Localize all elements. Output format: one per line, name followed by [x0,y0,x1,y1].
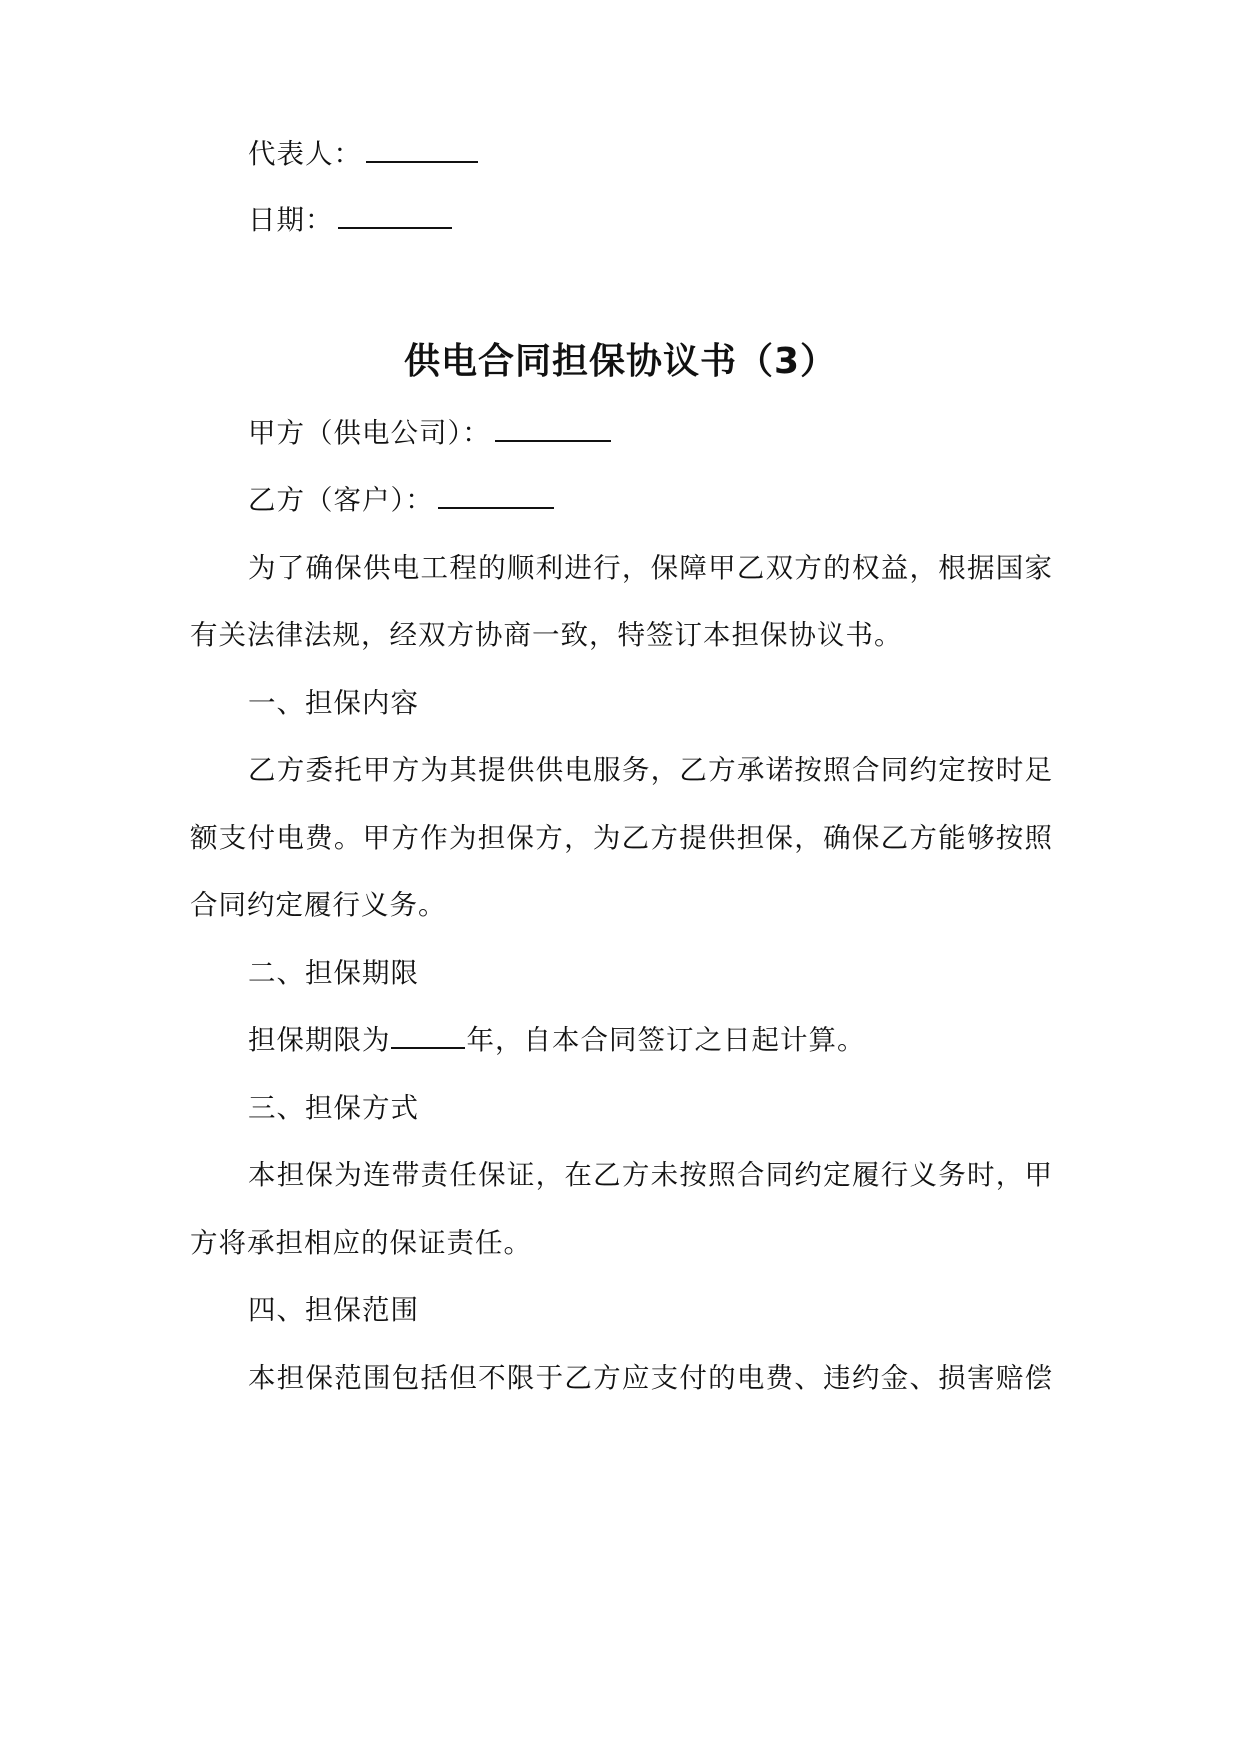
intro-line-1: 为了确保供电工程的顺利进行，保障甲乙双方的权益，根据国家 [248,552,1052,584]
date-blank [338,203,452,229]
section-1-line-2: 额支付电费。甲方作为担保方，为乙方提供担保，确保乙方能够按照 [190,822,1052,854]
section-1-line-3: 合同约定履行义务。 [190,889,447,921]
document-title: 供电合同担保协议书（3） [403,341,838,382]
party-b-blank [438,483,554,509]
section-3-line-2: 方将承担相应的保证责任。 [190,1227,532,1259]
representative-blank [366,137,478,163]
date-line [248,200,452,240]
section-4-heading: 四、担保范围 [248,1294,419,1326]
party-b-label: 乙方（客户）： [248,484,434,516]
term-years-blank [391,1023,465,1049]
section-3-line-1: 本担保为连带责任保证，在乙方未按照合同约定履行义务时，甲 [248,1159,1052,1191]
representative-label: 代表人： [248,138,362,170]
section-2-heading: 二、担保期限 [248,957,419,989]
intro-line-2: 有关法律法规，经双方协商一致，特签订本担保协议书。 [190,619,903,651]
party-a-label: 甲方（供电公司）： [248,417,491,449]
term-tail: 年，自本合同签订之日起计算。 [466,1024,866,1056]
section-1-line-1: 乙方委托甲方为其提供供电服务，乙方承诺按照合同约定按时足 [248,754,1052,786]
section-1-heading: 一、担保内容 [248,687,419,719]
party-a-blank [495,416,611,442]
party-a-line [248,413,611,453]
date-label: 日期： [248,204,334,236]
section-4-line-1: 本担保范围包括但不限于乙方应支付的电费、违约金、损害赔偿 [248,1362,1052,1394]
section-3-heading: 三、担保方式 [248,1092,419,1124]
term-label: 担保期限为 [248,1024,391,1056]
representative-line [248,134,478,174]
section-2-line-1 [248,1020,866,1060]
party-b-line [248,480,554,520]
